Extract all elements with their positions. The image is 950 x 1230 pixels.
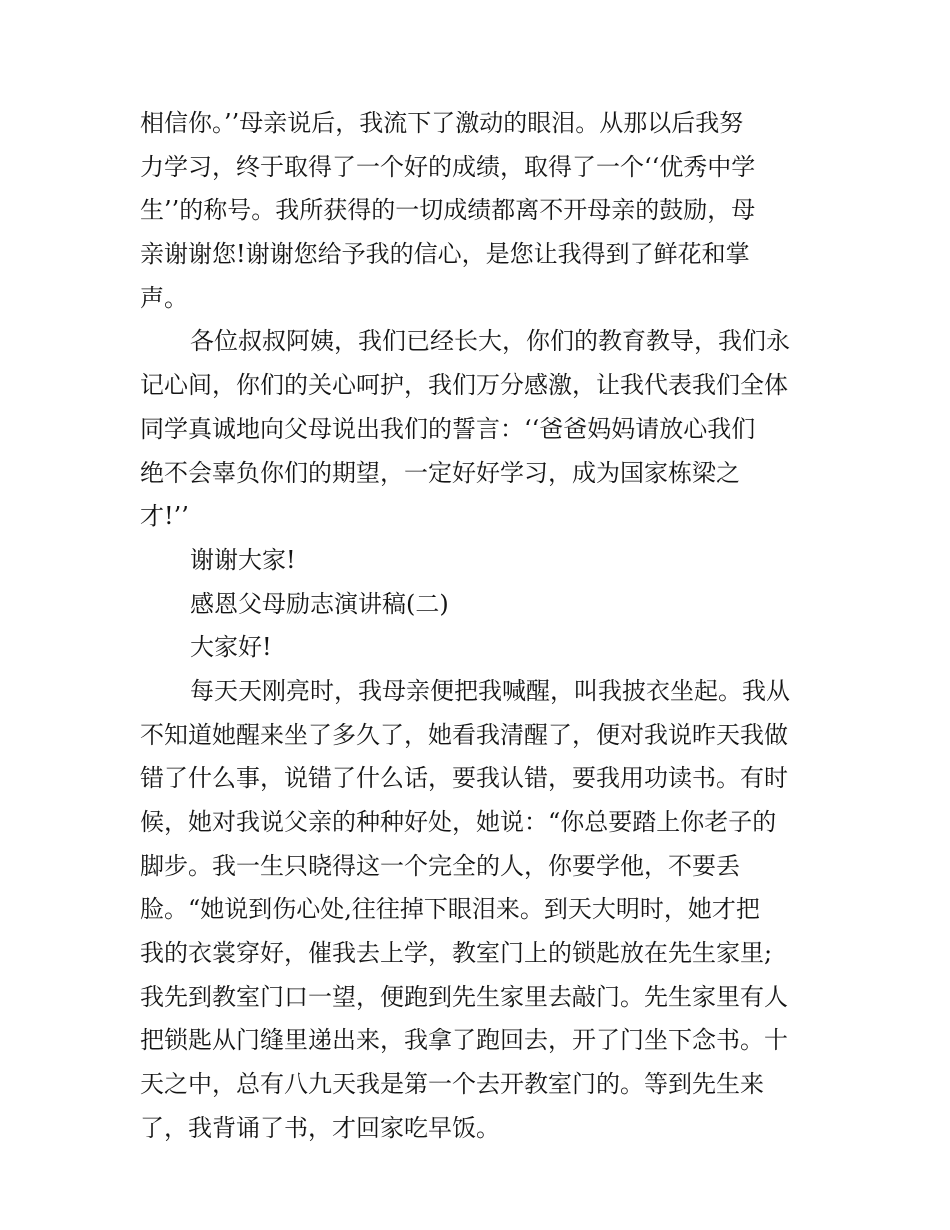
text-line: 谢谢大家! — [190, 545, 296, 574]
text-line: 我的衣裳穿好，催我去上学，教室门上的锁匙放在先生家里; — [140, 939, 773, 968]
text-line: 记心间，你们的关心呵护，我们万分感激，让我代表我们全体 — [140, 371, 788, 400]
text-line: 了，我背诵了书，才回家吃早饭。 — [140, 1113, 500, 1142]
text-line: 我先到教室门口一望，便跑到先生家里去敲门。先生家里有人 — [140, 982, 788, 1011]
text-line: 声。 — [140, 283, 188, 312]
text-line: 感恩父母励志演讲稿(二) — [190, 589, 449, 618]
text-line: 绝不会辜负你们的期望，一定好好学习，成为国家栋梁之 — [140, 458, 740, 487]
text-line: 每天天刚亮时，我母亲便把我喊醒，叫我披衣坐起。我从 — [190, 676, 790, 705]
text-line: 力学习，终于取得了一个好的成绩，取得了一个‘‘优秀中学 — [140, 152, 756, 181]
text-line: 脸。“她说到伤心处,往往掉下眼泪来。到天大明时，她才把 — [140, 895, 760, 924]
text-line: 同学真诚地向父母说出我们的誓言：‘‘爸爸妈妈请放心我们 — [140, 414, 756, 443]
text-line: 错了什么事，说错了什么话，要我认错，要我用功读书。有时 — [140, 764, 788, 793]
document-body — [140, 102, 820, 1151]
text-line: 脚步。我一生只晓得这一个完全的人，你要学他，不要丢 — [140, 851, 740, 880]
text-line: 把锁匙从门缝里递出来，我拿了跑回去，开了门坐下念书。十 — [140, 1026, 788, 1055]
text-line: 各位叔叔阿姨，我们已经长大，你们的教育教导，我们永 — [190, 327, 790, 356]
text-line: 不知道她醒来坐了多久了，她看我清醒了，便对我说昨天我做 — [140, 720, 788, 749]
text-line: 大家好! — [190, 633, 272, 662]
text-line: 相信你。’’母亲说后，我流下了激动的眼泪。从那以后我努 — [140, 109, 744, 137]
text-line: 生’’的称号。我所获得的一切成绩都离不开母亲的鼓励，母 — [140, 196, 756, 225]
text-line: 才!’’ — [140, 502, 189, 531]
text-line: 天之中，总有八九天我是第一个去开教室门的。等到先生来 — [140, 1070, 764, 1099]
text-line: 候，她对我说父亲的种种好处，她说：“你总要踏上你老子的 — [140, 808, 777, 836]
text-line: 亲谢谢您!谢谢您给予我的信心，是您让我得到了鲜花和掌 — [140, 240, 750, 269]
